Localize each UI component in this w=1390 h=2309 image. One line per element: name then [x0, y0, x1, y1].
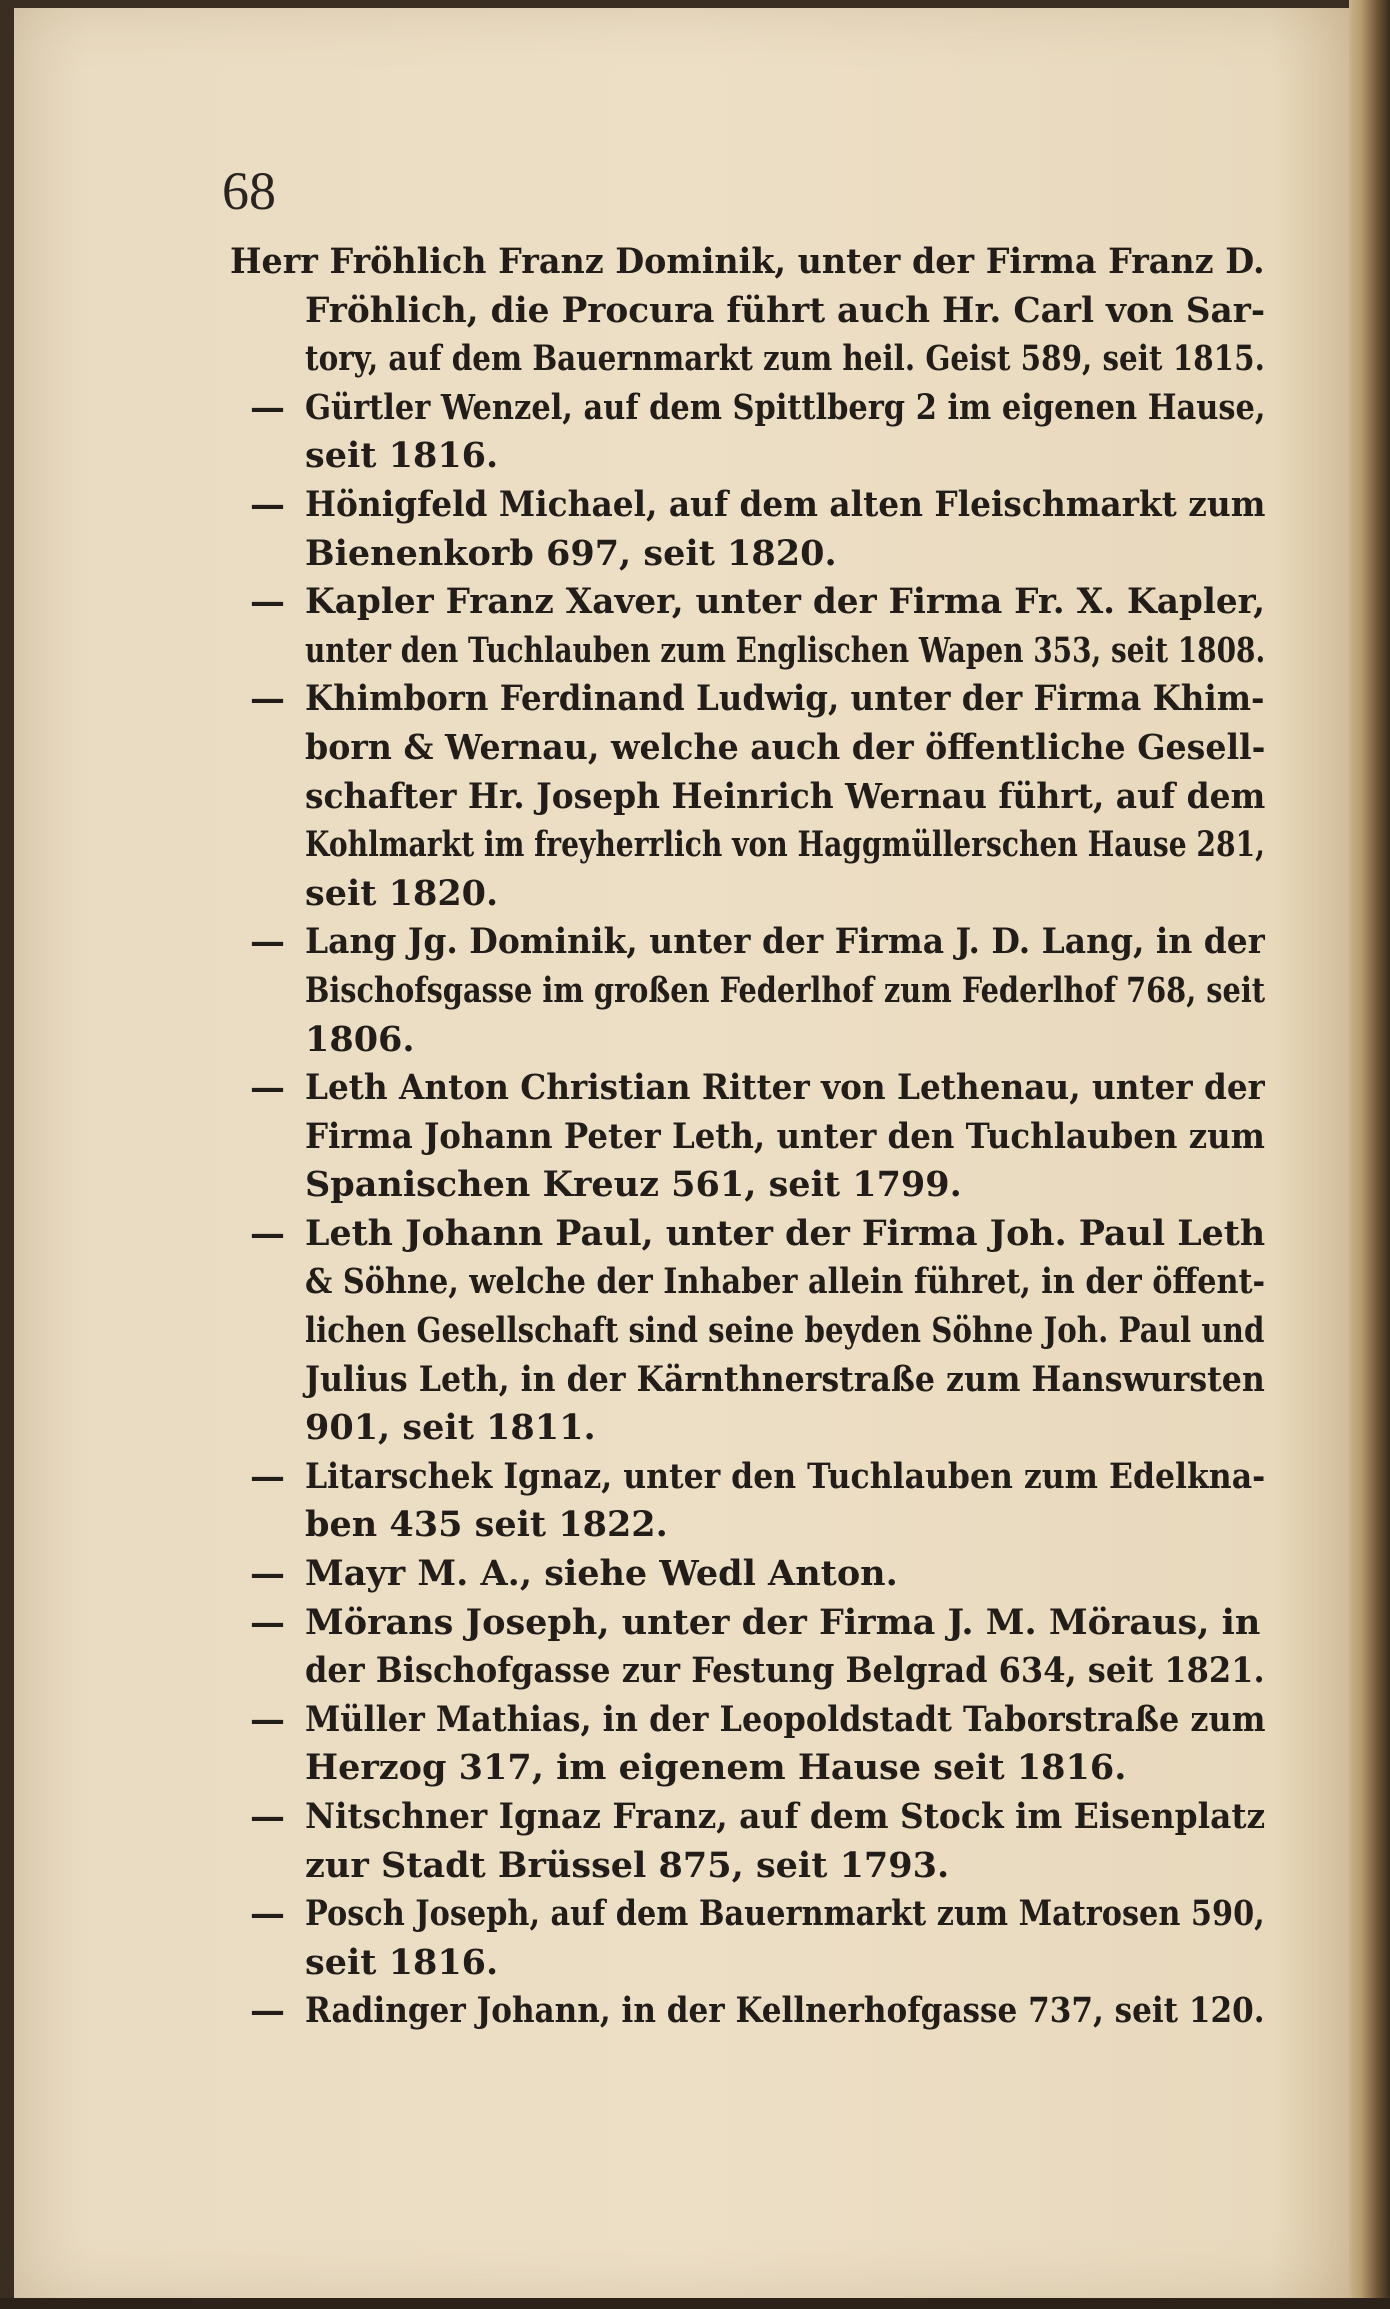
entry-dash: — [250, 1796, 285, 1837]
entry-line: Julius Leth, in der Kärnthnerstraße zum Hanswursten [305, 1358, 1265, 1400]
entry-line: seit 1816. [305, 435, 499, 477]
entry-dash: — [250, 1067, 285, 1109]
merchant-entry [220, 384, 1265, 481]
entry-line: Mörans Joseph, unter der Firma J. M. Möraus, in [305, 1601, 1261, 1643]
entry-line: der Bischofgasse zur Festung Belgrad 634, seit 1821. [305, 1650, 1265, 1692]
entry-line: Firma Johann Peter Leth, unter den Tuchlauben zum [305, 1115, 1265, 1157]
entry-dash: — [250, 1553, 285, 1595]
entry-line: born & Wernau, welche auch der öffentliche Gesell- [305, 726, 1265, 768]
book-bottom-edge [0, 2298, 1390, 2309]
entry-dash: — [250, 386, 285, 428]
entry-line: seit 1820. [305, 872, 499, 914]
entry-line: 1806. [305, 1018, 415, 1060]
entry-line: schafter Hr. Joseph Heinrich Wernau führt, auf dem [305, 775, 1265, 817]
merchant-entry [220, 578, 1265, 675]
entry-line: unter den Tuchlauben zum Englischen Wapen 353, seit 1808. [305, 629, 1265, 671]
merchant-entry [220, 1210, 1265, 1453]
entry-line: Litarschek Ignaz, unter den Tuchlauben zum Edelkna- [305, 1455, 1265, 1497]
merchant-entry [220, 1696, 1265, 1793]
entry-dash: — [250, 483, 285, 525]
entry-dash: — [250, 678, 285, 720]
page-number: 68 [222, 161, 276, 221]
entry-line: Khimborn Ferdinand Ludwig, unter der Firma Khim- [305, 678, 1265, 720]
entry-line: Leth Johann Paul, unter der Firma Joh. Paul Leth [305, 1212, 1265, 1254]
entry-line: tory, auf dem Bauernmarkt zum heil. Geist 589, seit 1815. [305, 338, 1265, 380]
entry-line: Hönigfeld Michael, auf dem alten Fleischmarkt zum [305, 483, 1265, 525]
entry-line: Bischofsgasse im großen Federlhof zum Federlhof 768, seit [305, 969, 1265, 1011]
entry-line: Kapler Franz Xaver, unter der Firma Fr. X. Kapler, [305, 581, 1265, 623]
entry-dash: — [250, 1893, 285, 1935]
entry-line: Müller Mathias, in der Leopoldstadt Taborstraße zum [305, 1698, 1265, 1740]
merchant-entry [220, 481, 1265, 578]
merchant-entry [220, 1890, 1265, 1987]
entry-line: Spanischen Kreuz 561, seit 1799. [305, 1164, 962, 1206]
merchant-entry [220, 238, 1265, 384]
merchant-entry [220, 918, 1265, 1064]
entry-line: 901, seit 1811. [305, 1407, 596, 1449]
entry-line: zur Stadt Brüssel 875, seit 1793. [305, 1844, 950, 1886]
entry-line: Leth Anton Christian Ritter von Lethenau, unter der [305, 1067, 1265, 1109]
merchant-entry [220, 1453, 1265, 1550]
entry-dash: — [250, 581, 285, 623]
merchant-entry-list [220, 238, 1265, 2036]
merchant-entry [220, 1064, 1265, 1210]
merchant-entry [220, 1987, 1265, 2036]
entry-dash: — [250, 1698, 285, 1740]
entry-line: Mayr M. A., siehe Wedl Anton. [305, 1553, 898, 1595]
entry-line: & Söhne, welche der Inhaber allein führet, in der öffent- [305, 1261, 1265, 1303]
entry-line: Lang Jg. Dominik, unter der Firma J. D. Lang, in der [305, 921, 1265, 963]
entry-line: Radinger Johann, in der Kellnerhofgasse 737, seit 120. [305, 1990, 1265, 2032]
entry-line: ben 435 seit 1822. [305, 1504, 668, 1546]
entry-dash: — [250, 1601, 285, 1643]
merchant-entry [220, 675, 1265, 918]
entry-line: Kohlmarkt im freyherrlich von Haggmüllerschen Hause 281, [305, 824, 1265, 866]
entry-dash: — [250, 1990, 285, 2032]
entry-line: Herr Fröhlich Franz Dominik, unter der Firma Franz D. [230, 241, 1265, 282]
merchant-entry [220, 1599, 1265, 1696]
entry-line: Fröhlich, die Procura führt auch Hr. Carl von Sar- [305, 289, 1265, 331]
entry-line: Posch Joseph, auf dem Bauernmarkt zum Matrosen 590, [305, 1893, 1265, 1935]
entry-dash: — [250, 1455, 285, 1497]
entry-line: seit 1816. [305, 1941, 499, 1983]
book-spine-edge [1349, 0, 1390, 2309]
merchant-entry [220, 1550, 1265, 1599]
entry-dash: — [250, 1212, 285, 1254]
entry-line: Herzog 317, im eigenem Hause seit 1816. [305, 1747, 1127, 1789]
merchant-entry [220, 1793, 1265, 1890]
entry-line: Nitschner Ignaz Franz, auf dem Stock im Eisenplatz [305, 1796, 1265, 1837]
entry-line: Bienenkorb 697, seit 1820. [305, 532, 837, 574]
entry-line: Gürtler Wenzel, auf dem Spittlberg 2 im eigenen Hause, [305, 386, 1265, 428]
entry-line: lichen Gesellschaft sind seine beyden Söhne Joh. Paul und [305, 1310, 1265, 1352]
entry-dash: — [250, 921, 285, 963]
